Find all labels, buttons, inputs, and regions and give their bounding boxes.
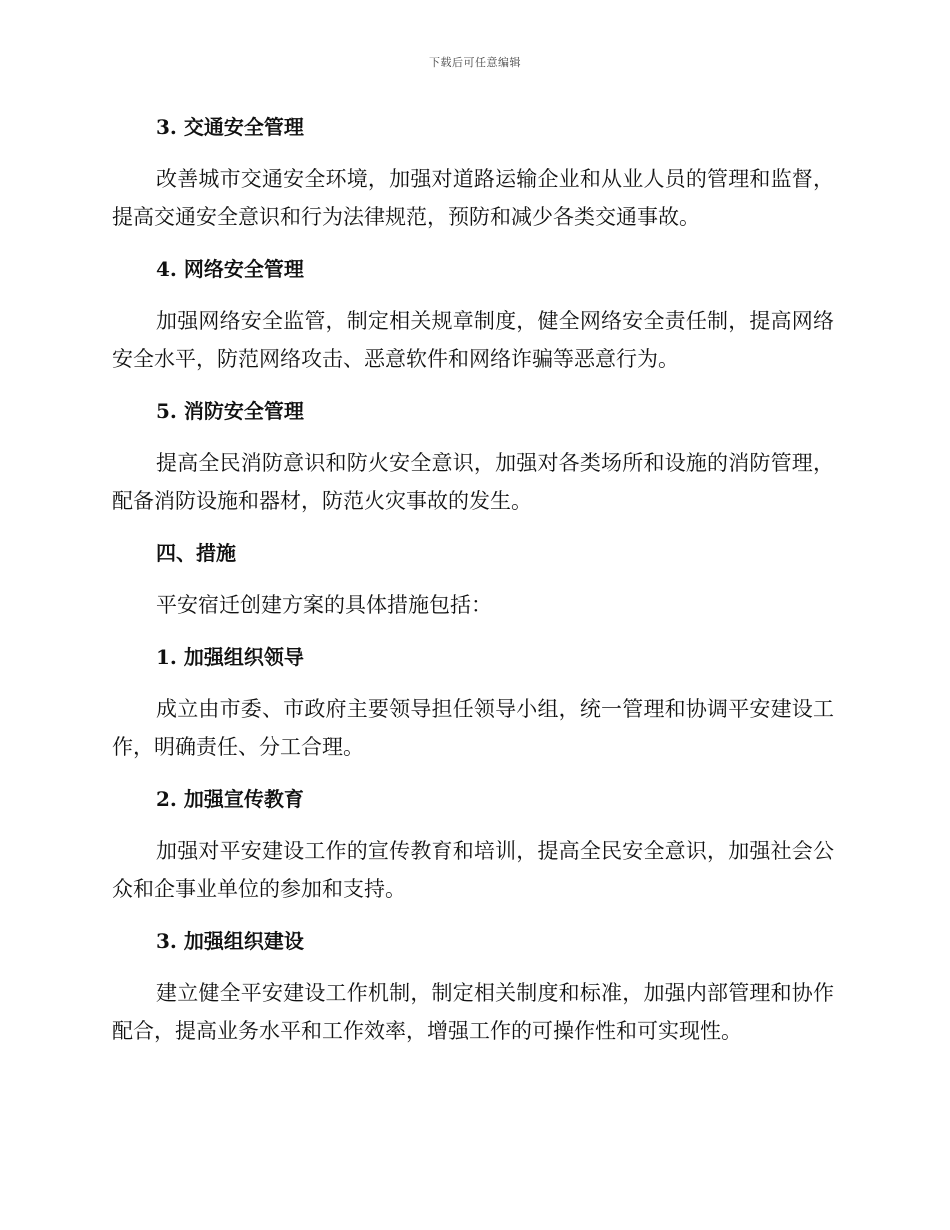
- section-heading-fire: 5. 消防安全管理: [156, 399, 304, 423]
- section-heading-education: 2. 加强宣传教育: [156, 787, 304, 811]
- paragraph-measures-intro: 平安宿迁创建方案的具体措施包括：: [156, 593, 492, 617]
- document-body: [112, 108, 834, 1064]
- paragraph-traffic: 改善城市交通安全环境，加强对道路运输企业和从业人员的管理和监督，提高交通安全意识和行为法律规范，预防和减少各类交通事故。: [112, 167, 834, 229]
- paragraph-education: 加强对平安建设工作的宣传教育和培训，提高全民安全意识，加强社会公众和企事业单位的参加和支持。: [112, 839, 834, 901]
- paragraph-fire: 提高全民消防意识和防火安全意识，加强对各类场所和设施的消防管理，配备消防设施和器材，防范火灾事故的发生。: [112, 451, 834, 513]
- section-heading-leadership: 1. 加强组织领导: [156, 645, 304, 669]
- section-heading-organization: 3. 加强组织建设: [156, 929, 304, 953]
- header-note: 下载后可任意编辑: [429, 56, 521, 69]
- paragraph-network: 加强网络安全监管，制定相关规章制度，健全网络安全责任制，提高网络安全水平，防范网络攻击、恶意软件和网络诈骗等恶意行为。: [112, 309, 834, 371]
- paragraph-leadership: 成立由市委、市政府主要领导担任领导小组，统一管理和协调平安建设工作，明确责任、分工合理。: [112, 697, 834, 759]
- paragraph-organization: 建立健全平安建设工作机制，制定相关制度和标准，加强内部管理和协作配合，提高业务水平和工作效率，增强工作的可操作性和可实现性。: [112, 981, 834, 1043]
- section-heading-network: 4. 网络安全管理: [156, 257, 304, 281]
- section-heading-traffic: 3. 交通安全管理: [156, 115, 304, 139]
- section-heading-measures: 四、措施: [156, 541, 236, 565]
